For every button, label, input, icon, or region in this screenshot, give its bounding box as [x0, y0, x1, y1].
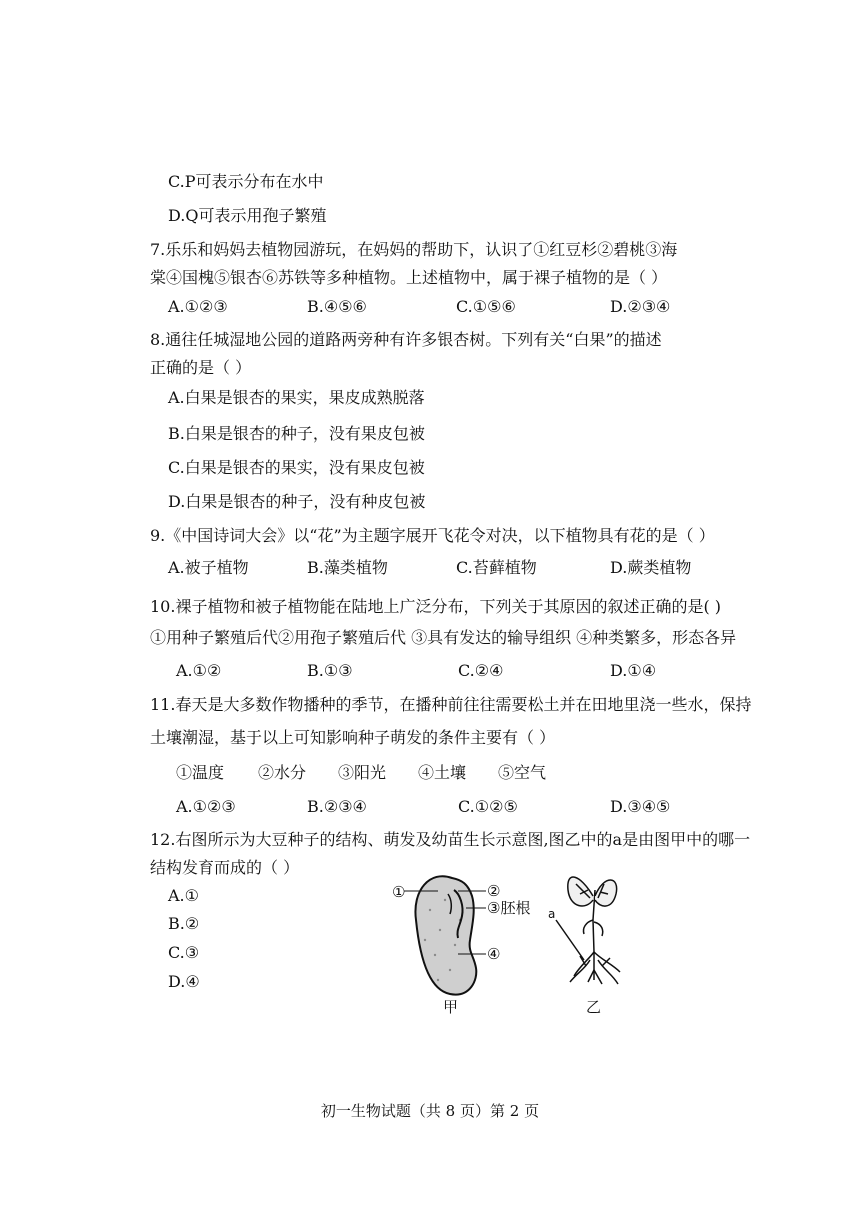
seedling-icon — [556, 877, 620, 984]
q11-option-d: D.③④⑤ — [610, 797, 671, 816]
q9-option-a: A.被子植物 — [168, 558, 249, 577]
q11-stem-line1: 11.春天是大多数作物播种的季节，在播种前往往需要松土并在田地里浇一些水，保持 — [150, 695, 752, 714]
q9-option-c: C.苔藓植物 — [456, 558, 537, 577]
q12-option-c: C.③ — [168, 943, 200, 962]
q10-option-b: B.①③ — [307, 661, 353, 680]
q10-stem-line2: ①用种子繁殖后代②用孢子繁殖后代 ③具有发达的输导组织 ④种类繁多，形态各异 — [150, 628, 737, 647]
q11-condition-3: ③阳光 — [338, 763, 387, 782]
q8-option-c: C.白果是银杏的果实，没有果皮包被 — [168, 458, 425, 477]
q12-stem-line1: 12.右图所示为大豆种子的结构、萌发及幼苗生长示意图,图乙中的a是由图甲中的哪一 — [150, 830, 751, 849]
label-a: a — [548, 907, 556, 921]
q11-condition-2: ②水分 — [258, 763, 307, 782]
figure-caption-left: 甲 — [443, 998, 459, 1016]
q11-condition-4: ④土壤 — [418, 763, 467, 782]
q8-option-d: D.白果是银杏的种子，没有种皮包被 — [168, 492, 426, 511]
q7-stem-line2: 棠④国槐⑤银杏⑥苏铁等多种植物。上述植物中，属于裸子植物的是（ ） — [150, 268, 668, 287]
q10-option-d: D.①④ — [610, 661, 657, 680]
q10-stem-line1: 10.裸子植物和被子植物能在陆地上广泛分布，下列关于其原因的叙述正确的是( ) — [150, 597, 722, 616]
label-1: ① — [392, 883, 406, 901]
label-2: ② — [487, 882, 501, 900]
label-4: ④ — [487, 945, 501, 963]
q9-option-d: D.蕨类植物 — [610, 558, 692, 577]
q10-option-c: C.②④ — [458, 661, 504, 680]
q7-option-b: B.④⑤⑥ — [307, 297, 367, 316]
q10-option-a: A.①② — [176, 661, 222, 680]
q12-option-b: B.② — [168, 914, 200, 933]
soybean-figure — [390, 860, 650, 1020]
q12-stem-line2: 结构发育而成的（ ） — [150, 858, 300, 877]
q11-condition-5: ⑤空气 — [498, 763, 547, 782]
q11-option-b: B.②③④ — [307, 797, 367, 816]
q7-option-d: D.②③④ — [610, 297, 671, 316]
q7-option-c: C.①⑤⑥ — [456, 297, 516, 316]
q8-stem-line2: 正确的是（ ） — [150, 358, 252, 377]
q11-option-c: C.①②⑤ — [458, 797, 518, 816]
q9-option-b: B.藻类植物 — [307, 558, 388, 577]
q7-option-a: A.①②③ — [168, 297, 228, 316]
q11-option-a: A.①②③ — [176, 797, 236, 816]
q8-stem-line1: 8.通往任城湿地公园的道路两旁种有许多银杏树。下列有关“白果”的描述 — [150, 330, 662, 349]
q12-option-d: D.④ — [168, 972, 200, 991]
label-3-radicle: ③胚根 — [487, 899, 531, 917]
q8-option-a: A.白果是银杏的果实，果皮成熟脱落 — [168, 388, 425, 407]
q8-option-b: B.白果是银杏的种子，没有果皮包被 — [168, 424, 425, 443]
q7-stem-line1: 7.乐乐和妈妈去植物园游玩，在妈妈的帮助下，认识了①红豆杉②碧桃③海 — [150, 240, 678, 259]
page-footer: 初一生物试题（共 8 页）第 2 页 — [320, 1102, 540, 1120]
q6-option-d: D.Q可表示用孢子繁殖 — [168, 206, 327, 225]
seed-outline-icon — [415, 876, 476, 994]
q9-stem: 9.《中国诗词大会》以“花”为主题字展开飞花令对决，以下植物具有花的是（ ） — [150, 526, 715, 545]
q12-option-a: A.① — [168, 886, 199, 905]
q6-option-c: C.P可表示分布在水中 — [168, 172, 324, 191]
q11-condition-1: ①温度 — [176, 763, 225, 782]
figure-caption-right: 乙 — [586, 998, 602, 1016]
q11-stem-line2: 土壤潮湿，基于以上可知影响种子萌发的条件主要有（ ） — [150, 728, 556, 747]
